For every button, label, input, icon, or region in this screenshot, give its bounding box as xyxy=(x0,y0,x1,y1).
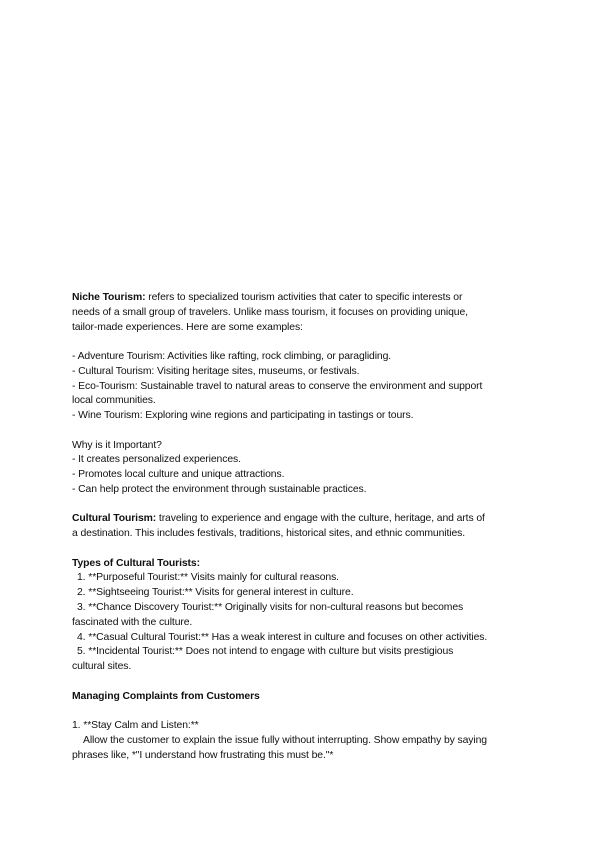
niche-definition-line-2: needs of a small group of travelers. Unlike mass tourism, it focuses on providing unique, xyxy=(72,306,468,318)
why-point-2: - Promotes local culture and unique attractions. xyxy=(72,469,285,481)
type-incidental: 5. **Incidental Tourist:** Does not intend to engage with culture but visits prestigious xyxy=(77,646,454,658)
complaints-step-1-line-2: phrases like, *"I understand how frustrating this must be."* xyxy=(72,749,334,761)
niche-example-wine: - Wine Tourism: Exploring wine regions and participating in tastings or tours. xyxy=(72,410,414,422)
spacer xyxy=(72,424,532,439)
cultural-definition-line-1 xyxy=(72,512,532,527)
spacer xyxy=(72,675,532,690)
spacer xyxy=(72,498,532,513)
type-casual: 4. **Casual Cultural Tourist:** Has a weak interest in culture and focuses on other activities. xyxy=(77,631,488,643)
complaints-step-1-title: 1. **Stay Calm and Listen:** xyxy=(72,720,199,732)
cultural-definition-line-2: a destination. This includes festivals, traditions, historical sites, and ethnic communities. xyxy=(72,528,466,540)
types-heading: Types of Cultural Tourists: xyxy=(72,557,200,569)
type-chance-discovery: 3. **Chance Discovery Tourist:** Originally visits for non-cultural reasons but becomes xyxy=(77,601,464,613)
niche-example-eco: - Eco-Tourism: Sustainable travel to natural areas to conserve the environment and support xyxy=(72,380,483,392)
why-heading: Why is it Important? xyxy=(72,439,162,451)
why-point-1: - It creates personalized experiences. xyxy=(72,454,241,466)
niche-definition-line-3: tailor-made experiences. Here are some examples: xyxy=(72,321,303,333)
cultural-definition-text: traveling to experience and engage with the culture, heritage, and arts of xyxy=(156,513,485,525)
spacer xyxy=(72,335,532,350)
niche-definition-text: refers to specialized tourism activities that cater to specific interests or xyxy=(145,292,463,303)
niche-example-adventure: - Adventure Tourism: Activities like rafting, rock climbing, or paragliding. xyxy=(72,350,392,362)
niche-definition-line-1 xyxy=(72,291,532,306)
type-sightseeing: 2. **Sightseeing Tourist:** Visits for general interest in culture. xyxy=(77,587,354,599)
why-point-3: - Can help protect the environment through sustainable practices. xyxy=(72,483,367,495)
niche-term: Niche Tourism: xyxy=(72,292,146,303)
niche-example-cultural: - Cultural Tourism: Visiting heritage sites, museums, or festivals. xyxy=(72,365,360,377)
niche-example-eco-cont: local communities. xyxy=(72,395,156,407)
spacer xyxy=(72,704,532,719)
type-incidental-cont: cultural sites. xyxy=(72,661,132,673)
complaints-heading: Managing Complaints from Customers xyxy=(72,690,260,702)
complaints-step-1-line-1: Allow the customer to explain the issue fully without interrupting. Show empathy by saying xyxy=(83,735,487,747)
type-chance-discovery-cont: fascinated with the culture. xyxy=(72,616,193,628)
type-purposeful: 1. **Purposeful Tourist:** Visits mainly for cultural reasons. xyxy=(77,572,339,584)
cultural-term: Cultural Tourism: xyxy=(72,513,157,525)
spacer xyxy=(72,542,532,557)
document-body xyxy=(72,291,532,764)
